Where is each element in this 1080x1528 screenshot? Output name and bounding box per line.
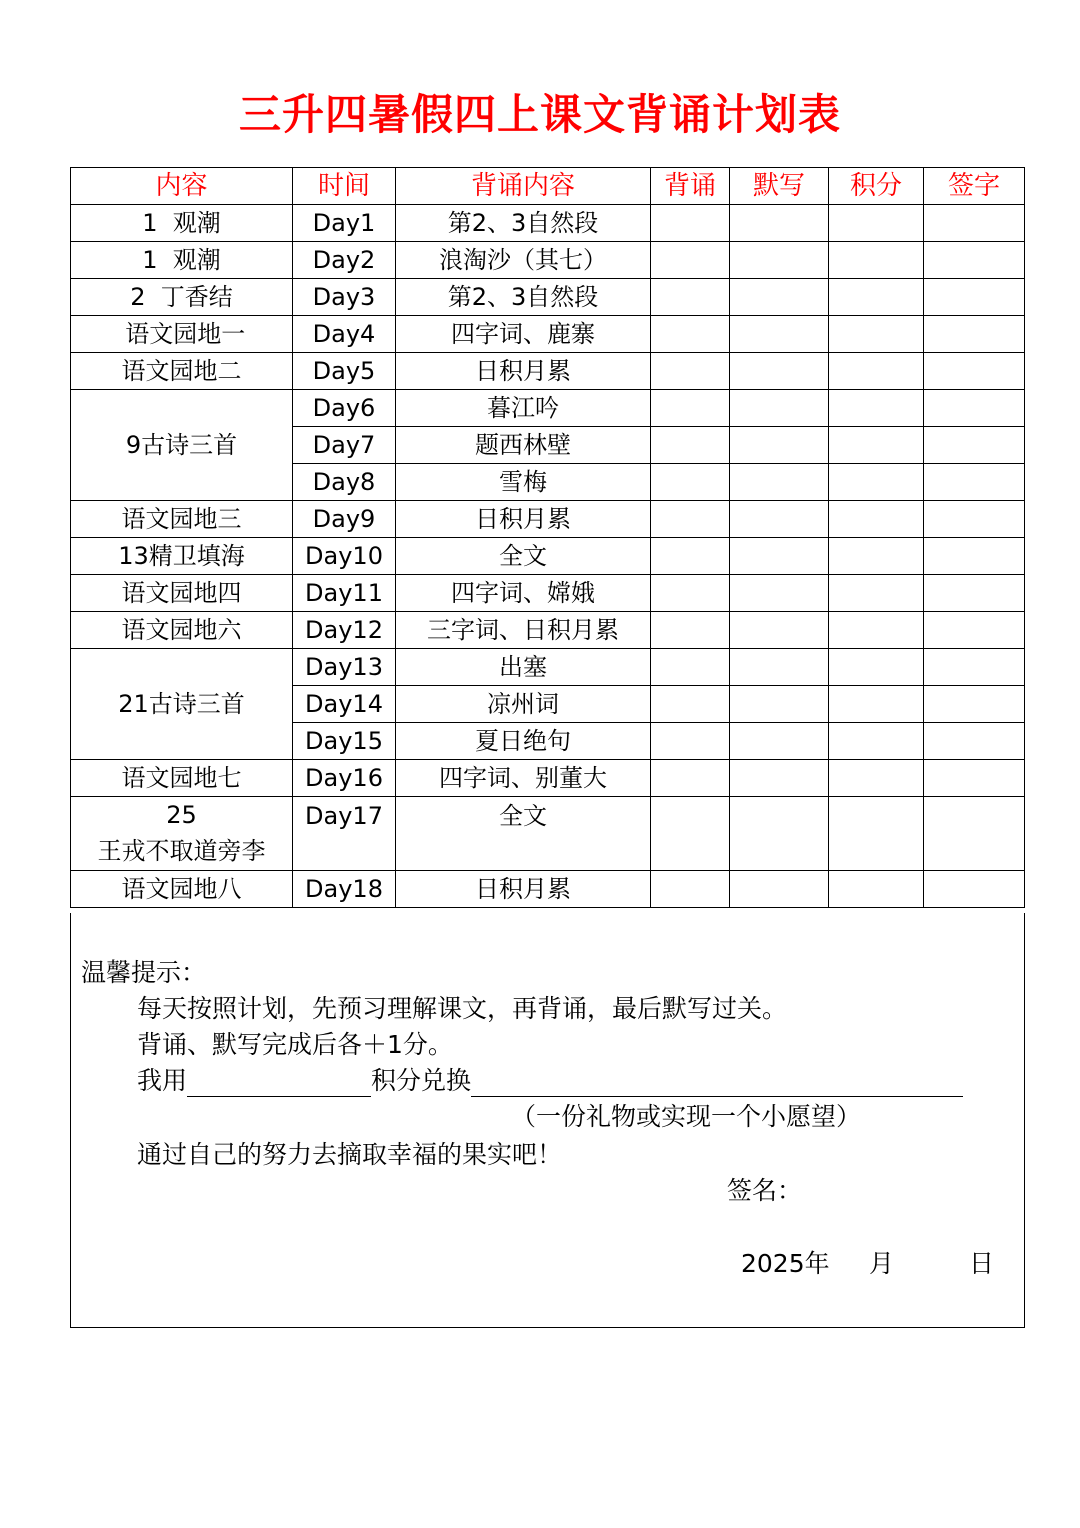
points-cell[interactable] — [829, 723, 924, 760]
dictation-check-cell[interactable] — [730, 353, 829, 390]
dictation-check-cell[interactable] — [730, 390, 829, 427]
recite-content-cell: 全文 — [396, 538, 651, 575]
lesson-cell: 语文园地八 — [71, 871, 293, 908]
dictation-check-cell[interactable] — [730, 612, 829, 649]
dictation-check-cell[interactable] — [730, 501, 829, 538]
recite-content-cell: 浪淘沙（其七） — [396, 242, 651, 279]
tips-line-3-mid: 积分兑换 — [371, 1066, 472, 1095]
signature-cell[interactable] — [924, 242, 1025, 279]
recite-content-cell: 第2、3自然段 — [396, 279, 651, 316]
table-row — [71, 797, 1025, 871]
header-dictation: 默写 — [730, 168, 829, 205]
recite-check-cell[interactable] — [651, 575, 730, 612]
recite-content-cell: 全文 — [396, 797, 651, 871]
recite-content-cell: 日积月累 — [396, 501, 651, 538]
recite-content-cell: 三字词、日积月累 — [396, 612, 651, 649]
recite-check-cell[interactable] — [651, 279, 730, 316]
recite-content-cell: 题西林壁 — [396, 427, 651, 464]
lesson-cell: 语文园地一 — [71, 316, 293, 353]
lesson-cell: 13精卫填海 — [71, 538, 293, 575]
lesson-cell: 9古诗三首 — [71, 390, 293, 501]
header-recite: 背诵 — [651, 168, 730, 205]
lesson-cell: 语文园地七 — [71, 760, 293, 797]
recite-check-cell[interactable] — [651, 686, 730, 723]
points-cell[interactable] — [829, 612, 924, 649]
points-cell[interactable] — [829, 242, 924, 279]
plan-table — [70, 167, 1025, 908]
recite-content-cell: 四字词、别董大 — [396, 760, 651, 797]
recite-check-cell[interactable] — [651, 390, 730, 427]
recite-content-cell: 四字词、嫦娥 — [396, 575, 651, 612]
lesson-cell: 1 观潮 — [71, 205, 293, 242]
day-cell: Day12 — [293, 612, 396, 649]
day-cell: Day15 — [293, 723, 396, 760]
lesson-cell: 语文园地四 — [71, 575, 293, 612]
day-cell: Day10 — [293, 538, 396, 575]
points-cell[interactable] — [829, 760, 924, 797]
signature-cell[interactable] — [924, 797, 1025, 871]
recite-check-cell[interactable] — [651, 464, 730, 501]
table-row — [71, 612, 1025, 649]
signature-cell[interactable] — [924, 501, 1025, 538]
dictation-check-cell[interactable] — [730, 649, 829, 686]
dictation-check-cell[interactable] — [730, 760, 829, 797]
dictation-check-cell[interactable] — [730, 279, 829, 316]
dictation-check-cell[interactable] — [730, 205, 829, 242]
page-title: 三升四暑假四上课文背诵计划表 — [238, 90, 841, 139]
recite-content-cell: 出塞 — [396, 649, 651, 686]
lesson-cell: 21古诗三首 — [71, 649, 293, 760]
day-cell: Day7 — [293, 427, 396, 464]
lesson-cell: 语文园地六 — [71, 612, 293, 649]
points-cell[interactable] — [829, 205, 924, 242]
day-cell: Day18 — [293, 871, 396, 908]
points-cell[interactable] — [829, 279, 924, 316]
table-row — [71, 871, 1025, 908]
signature-cell[interactable] — [924, 427, 1025, 464]
table-row — [71, 205, 1025, 242]
dictation-check-cell[interactable] — [730, 686, 829, 723]
reward-blank[interactable] — [471, 1068, 963, 1097]
header-points: 积分 — [829, 168, 924, 205]
table-header-row — [71, 168, 1025, 205]
lesson-cell: 语文园地二 — [71, 353, 293, 390]
tips-heading: 温馨提示： — [81, 958, 207, 987]
recite-content-cell: 夏日绝句 — [396, 723, 651, 760]
signature-cell[interactable] — [924, 760, 1025, 797]
day-cell: Day4 — [293, 316, 396, 353]
points-cell[interactable] — [829, 427, 924, 464]
recite-check-cell[interactable] — [651, 649, 730, 686]
tips-line-3-prefix: 我用 — [137, 1066, 188, 1095]
recite-content-cell: 第2、3自然段 — [396, 205, 651, 242]
signature-cell[interactable] — [924, 464, 1025, 501]
dictation-check-cell[interactable] — [730, 575, 829, 612]
day-cell: Day5 — [293, 353, 396, 390]
signature-cell[interactable] — [924, 205, 1025, 242]
day-cell: Day3 — [293, 279, 396, 316]
day-cell: Day9 — [293, 501, 396, 538]
table-row — [71, 279, 1025, 316]
points-cell[interactable] — [829, 501, 924, 538]
recite-content-cell: 日积月累 — [396, 353, 651, 390]
lesson-cell: 25 王戎不取道旁李 — [71, 797, 293, 871]
signature-cell[interactable] — [924, 871, 1025, 908]
signature-cell[interactable] — [924, 723, 1025, 760]
signature-label: 签名： — [727, 1176, 803, 1205]
table-row — [71, 242, 1025, 279]
day-cell: Day14 — [293, 686, 396, 723]
date-day: 日 — [969, 1249, 995, 1278]
points-cell[interactable] — [829, 538, 924, 575]
lesson-cell: 1 观潮 — [71, 242, 293, 279]
points-cell[interactable] — [829, 649, 924, 686]
date-year: 2025年 — [741, 1249, 830, 1278]
tips-line-5: 通过自己的努力去摘取幸福的果实吧！ — [137, 1140, 563, 1169]
signature-cell[interactable] — [924, 390, 1025, 427]
signature-cell[interactable] — [924, 353, 1025, 390]
recite-check-cell[interactable] — [651, 205, 730, 242]
dictation-check-cell[interactable] — [730, 242, 829, 279]
points-blank[interactable] — [187, 1068, 371, 1097]
lesson-cell: 语文园地三 — [71, 501, 293, 538]
table-body — [71, 205, 1025, 908]
recite-check-cell[interactable] — [651, 612, 730, 649]
dictation-check-cell[interactable] — [730, 316, 829, 353]
tips-line-3 — [137, 1061, 963, 1097]
recite-check-cell[interactable] — [651, 723, 730, 760]
table-row — [71, 760, 1025, 797]
signature-cell[interactable] — [924, 575, 1025, 612]
recite-content-cell: 凉州词 — [396, 686, 651, 723]
dictation-check-cell[interactable] — [730, 723, 829, 760]
signature-cell[interactable] — [924, 279, 1025, 316]
date-month: 月 — [869, 1249, 895, 1278]
recite-check-cell[interactable] — [651, 501, 730, 538]
recite-check-cell[interactable] — [651, 242, 730, 279]
tips-line-2: 背诵、默写完成后各＋1分。 — [137, 1030, 453, 1059]
header-signature: 签字 — [924, 168, 1025, 205]
recite-check-cell[interactable] — [651, 353, 730, 390]
recite-content-cell: 日积月累 — [396, 871, 651, 908]
recite-check-cell[interactable] — [651, 760, 730, 797]
day-cell: Day2 — [293, 242, 396, 279]
recite-check-cell[interactable] — [651, 871, 730, 908]
table-row — [71, 501, 1025, 538]
points-cell[interactable] — [829, 464, 924, 501]
day-cell: Day13 — [293, 649, 396, 686]
day-cell: Day6 — [293, 390, 396, 427]
dictation-check-cell[interactable] — [730, 427, 829, 464]
day-cell: Day16 — [293, 760, 396, 797]
table-row — [71, 316, 1025, 353]
signature-cell[interactable] — [924, 649, 1025, 686]
dictation-check-cell[interactable] — [730, 464, 829, 501]
points-cell[interactable] — [829, 316, 924, 353]
recite-check-cell[interactable] — [651, 538, 730, 575]
points-cell[interactable] — [829, 871, 924, 908]
points-cell[interactable] — [829, 575, 924, 612]
day-cell: Day8 — [293, 464, 396, 501]
dictation-check-cell[interactable] — [730, 538, 829, 575]
header-recite-content: 背诵内容 — [396, 168, 651, 205]
dictation-check-cell[interactable] — [730, 797, 829, 871]
signature-cell[interactable] — [924, 316, 1025, 353]
dictation-check-cell[interactable] — [730, 871, 829, 908]
table-row — [71, 353, 1025, 390]
tips-line-4: （一份礼物或实现一个小愿望） — [511, 1102, 862, 1131]
signature-cell[interactable] — [924, 686, 1025, 723]
recite-check-cell[interactable] — [651, 316, 730, 353]
points-cell[interactable] — [829, 390, 924, 427]
table-row — [71, 575, 1025, 612]
signature-cell[interactable] — [924, 612, 1025, 649]
tips-section — [70, 913, 1025, 1328]
day-cell: Day1 — [293, 205, 396, 242]
header-time: 时间 — [293, 168, 396, 205]
points-cell[interactable] — [829, 797, 924, 871]
signature-cell[interactable] — [924, 538, 1025, 575]
points-cell[interactable] — [829, 686, 924, 723]
recite-check-cell[interactable] — [651, 797, 730, 871]
recite-content-cell: 雪梅 — [396, 464, 651, 501]
recite-content-cell: 四字词、鹿寨 — [396, 316, 651, 353]
tips-line-1: 每天按照计划，先预习理解课文，再背诵，最后默写过关。 — [137, 994, 788, 1023]
points-cell[interactable] — [829, 353, 924, 390]
lesson-cell: 2 丁香结 — [71, 279, 293, 316]
recite-content-cell: 暮江吟 — [396, 390, 651, 427]
table-row — [71, 649, 1025, 686]
day-cell: Day17 — [293, 797, 396, 871]
day-cell: Day11 — [293, 575, 396, 612]
header-content: 内容 — [71, 168, 293, 205]
table-row — [71, 390, 1025, 427]
recite-check-cell[interactable] — [651, 427, 730, 464]
table-row — [71, 538, 1025, 575]
